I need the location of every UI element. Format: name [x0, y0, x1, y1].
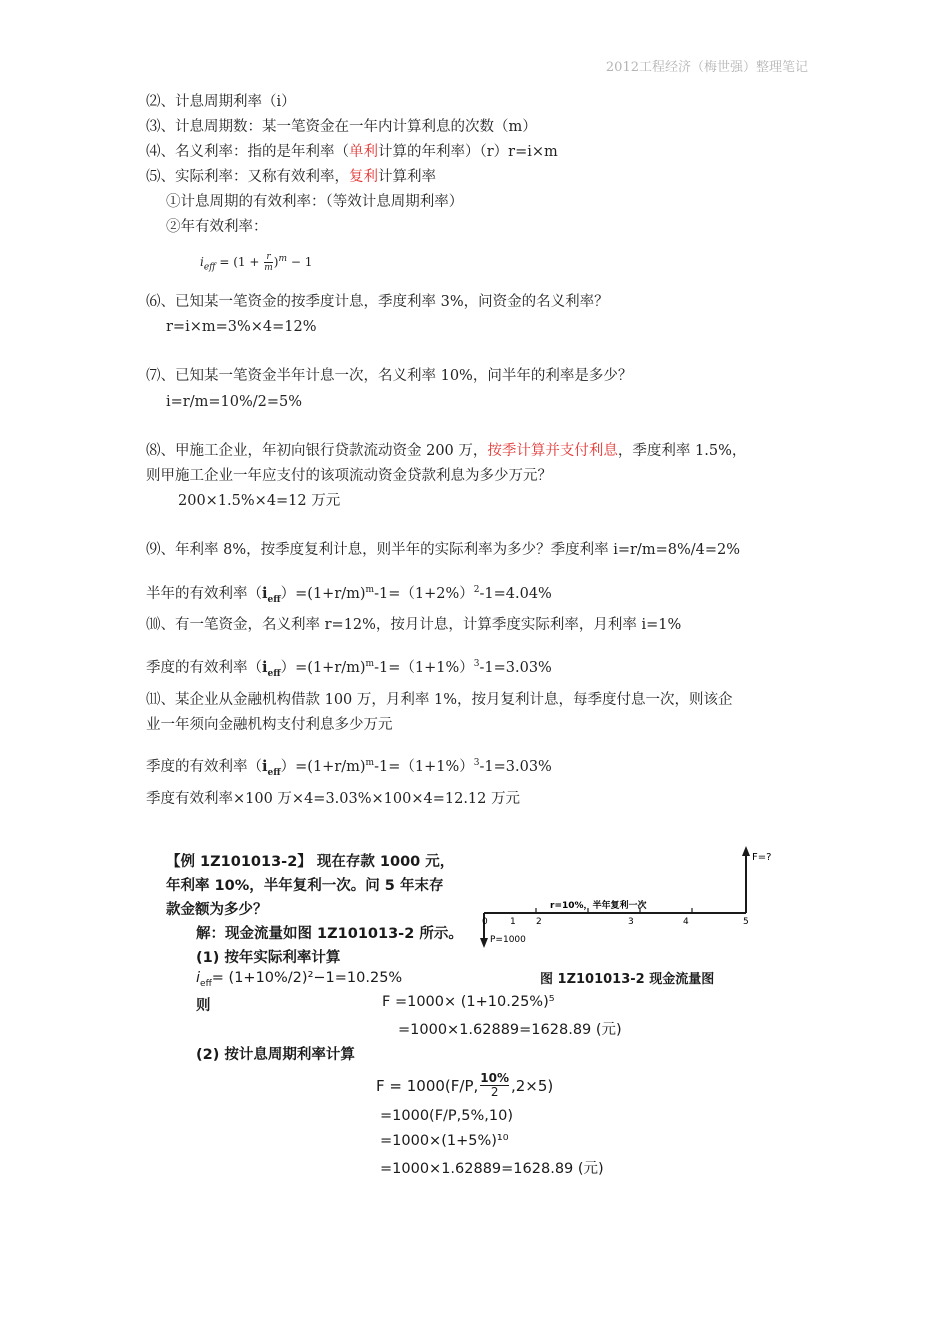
item-10-sup-3: 3 — [473, 659, 480, 669]
page-header: 2012工程经济（梅世强）整理笔记 — [605, 60, 808, 75]
item-9: ⑼、年利率 8%，按季度复利计息，则半年的实际利率为多少？季度利率 i=r/m=8%/4=2% — [146, 542, 740, 558]
example-method-1: (1) 按年实际利率计算 — [196, 950, 341, 966]
item-9-sup-m: m — [365, 585, 375, 595]
item-10-ans-c: -1=（1+1%） — [374, 659, 474, 676]
item-4-text-end: 计算的年利率）（r）r=i×m — [378, 144, 558, 160]
item-10-ieff: $i_{eff}$ — [262, 658, 281, 679]
item-11-ans-a: 季度的有效利率（ — [146, 758, 262, 775]
formula-lhs: i — [200, 255, 204, 269]
item-11-line-2: 业一年须向金融机构支付利息多少万元 — [146, 717, 393, 733]
item-5-text: ⑸、实际利率：又称有效利率， — [146, 169, 349, 185]
tick-2: 2 — [536, 917, 542, 927]
item-5-text-end: 计算利率 — [378, 169, 436, 185]
cash-flow-diagram — [470, 838, 790, 958]
item-8-text-end: ，季度利率 1.5%， — [617, 443, 747, 459]
label-F: F=? — [752, 852, 772, 863]
example-then: 则 — [196, 998, 211, 1014]
example-question-2: 年利率 10%，半年复利一次。问 5 年末存 — [166, 878, 444, 894]
formula-denominator: m — [264, 263, 273, 273]
item-3: ⑶、计息周期数：某一笔资金在一年内计算利息的次数（m） — [146, 119, 537, 135]
tick-3: 3 — [628, 917, 634, 927]
item-11-ans-c: -1=（1+1%） — [374, 758, 474, 775]
example-question-3: 款金额为多少？ — [166, 902, 268, 918]
label-P: P=1000 — [490, 935, 526, 945]
formula-tail: − 1 — [287, 255, 313, 269]
item-8 — [146, 441, 746, 461]
example-f-line-1: F =1000× (1+10.25%)⁵ — [382, 994, 555, 1010]
example-title: 【例 1Z101013-2】 现在存款 1000 元， — [166, 854, 455, 870]
item-5-sub-2: ②年有效利率： — [166, 219, 268, 235]
item-7-answer: i=r/m=10%/2=5% — [166, 394, 302, 410]
item-11-ans-b: ）=(1+r/m) — [280, 758, 366, 775]
item-9-sup-2: 2 — [473, 585, 480, 595]
item-6: ⑹、已知某一笔资金的按季度计息，季度利率 3%，问资金的名义利率？ — [146, 294, 609, 310]
item-5-sub-1: ①计息周期的有效利率：（等效计息周期利率） — [166, 194, 464, 210]
formula-fraction — [264, 252, 273, 273]
item-8-text: ⑻、甲施工企业，年初向银行贷款流动资金 200 万， — [146, 443, 488, 459]
item-6-answer: r=i×m=3%×4=12% — [166, 319, 317, 335]
item-9-ieff: $i_{eff}$ — [262, 584, 281, 605]
item-11: ⑾、某企业从金融机构借款 100 万，月利率 1%，按月复利计息，每季度付息一次，则该企 — [146, 692, 733, 708]
item-10-ans-b: ）=(1+r/m) — [280, 659, 366, 676]
example-g-line-4: =1000×1.62889=1628.89 (元) — [380, 1161, 604, 1177]
item-11-answer-2: 季度有效利率×100 万×4=3.03%×100×4=12.12 万元 — [146, 791, 520, 807]
item-8-answer: 200×1.5%×4=12 万元 — [178, 493, 341, 509]
formula-lhs-sub: eff — [203, 262, 216, 273]
item-11-sup-3: 3 — [473, 758, 480, 768]
item-5 — [146, 167, 436, 187]
example-f-line-2: =1000×1.62889=1628.89 (元) — [398, 1022, 622, 1038]
item-10-ans-a: 季度的有效利率（ — [146, 659, 262, 676]
item-11-ieff: $i_{eff}$ — [262, 757, 281, 778]
item-5-highlight: 复利 — [349, 169, 378, 185]
item-9-ans-b: ）=(1+r/m) — [280, 585, 366, 602]
formula-eq: = (1 + — [215, 255, 264, 269]
tick-1: 1 — [510, 917, 516, 927]
item-9-ans-a: 半年的有效利率（ — [146, 585, 262, 602]
example-g-line-3: =1000×(1+5%)¹⁰ — [380, 1133, 509, 1149]
example-method-1-formula: $i_{eff}= (1+10\%/2)^2-1=10.25\%$ — [196, 970, 403, 989]
item-10-sup-m: m — [365, 659, 375, 669]
item-9-ans-d: -1=4.04% — [479, 585, 552, 602]
item-8-highlight: 按季计算并支付利息 — [487, 443, 618, 459]
item-7: ⑺、已知某一笔资金半年计息一次，名义利率 10%，问半年的利率是多少？ — [146, 368, 633, 384]
present-value-arrowhead — [480, 938, 488, 948]
item-11-answer — [146, 753, 552, 783]
tick-4: 4 — [683, 917, 689, 927]
example-method-2: (2) 按计息周期利率计算 — [196, 1047, 355, 1063]
item-9-ans-c: -1=（1+2%） — [374, 585, 474, 602]
item-4-text: ⑷、名义利率：指的是年利率（ — [146, 144, 349, 160]
item-2: ⑵、计息周期利率（i） — [146, 94, 296, 110]
figure-caption: 图 1Z101013-2 现金流量图 — [540, 972, 715, 987]
item-4-highlight: 单利 — [349, 144, 378, 160]
item-11-ans-d: -1=3.03% — [479, 758, 552, 775]
future-value-arrowhead — [742, 846, 750, 856]
example-g-fraction: 10% 2 — [480, 1071, 509, 1099]
label-rate: r=10%，半年复利一次 — [550, 901, 647, 911]
item-4 — [146, 142, 558, 162]
item-9-answer — [146, 580, 552, 610]
example-solution: 解：现金流量如图 1Z101013-2 所示。 — [196, 926, 463, 942]
formula-exponent: m — [278, 254, 288, 264]
item-10: ⑽、有一笔资金，名义利率 r=12%，按月计息，计算季度实际利率，月利率 i=1% — [146, 617, 682, 633]
item-8-line-2: 则甲施工企业一年应支付的该项流动资金贷款利息为多少万元？ — [146, 468, 552, 484]
effective-rate-formula — [200, 252, 312, 273]
item-11-sup-m: m — [365, 758, 375, 768]
example-g-line-2: =1000(F/P,5%,10) — [380, 1108, 514, 1124]
formula-numerator: r — [264, 252, 273, 263]
item-10-answer — [146, 654, 552, 684]
example-g-line-1: F = 1000(F/P, 10% 2 ,2×5) — [376, 1071, 554, 1099]
formula-rhs: ) — [273, 255, 279, 269]
cash-flow-svg — [470, 838, 790, 958]
tick-5: 5 — [743, 917, 749, 927]
tick-0: 0 — [482, 917, 488, 927]
item-10-ans-d: -1=3.03% — [479, 659, 552, 676]
